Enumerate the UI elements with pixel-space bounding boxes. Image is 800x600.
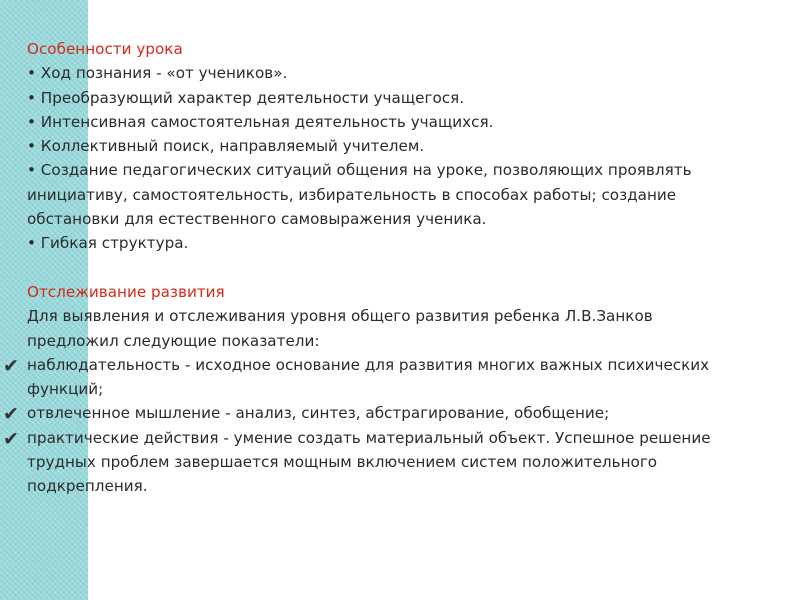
checklist-item-text: наблюдательность - исходное основание для развития многих важных психических — [27, 355, 710, 374]
checklist-item-observation — [3, 353, 779, 377]
bullet-item-continuation: обстановки для естественного самовыражения ученика. — [27, 210, 487, 229]
checkmark-icon: ✔ — [3, 354, 19, 377]
intro-text-line: предложил следующие показатели: — [27, 331, 320, 350]
checkmark-icon: ✔ — [3, 403, 19, 426]
checklist-item-text: практические действия - умение создать материальный объект. Успешное решение — [27, 428, 711, 447]
section-title-lesson-features: Особенности урока — [27, 40, 183, 58]
intro-text-line: Для выявления и отслеживания уровня общего развития ребенка Л.В.Занков — [27, 307, 653, 326]
bullet-item-line: • Создание педагогических ситуаций общения на уроке, позволяющих проявлять — [27, 158, 779, 182]
bullet-item: • Гибкая структура. — [27, 231, 779, 255]
section-spacer — [27, 256, 779, 280]
section-title-development-tracking: Отслеживание развития — [27, 282, 225, 301]
bullet-item: • Интенсивная самостоятельная деятельность учащихся. — [27, 110, 779, 134]
bullet-item: • Коллективный поиск, направляемый учителем. — [27, 134, 779, 158]
checklist-item-text: отвлеченное мышление - анализ, синтез, абстрагирование, обобщение; — [27, 404, 610, 423]
bullet-item: • Ход познания - «от учеников». — [27, 61, 779, 85]
checklist-item-continuation: подкрепления. — [27, 477, 148, 496]
bullet-item: • Преобразующий характер деятельности учащегося. — [27, 86, 779, 110]
checkmark-icon: ✔ — [3, 427, 19, 450]
checklist-item-abstract-thinking — [3, 401, 779, 426]
bullet-item-continuation: инициативу, самостоятельность, избирательность в способах работы; создание — [27, 185, 677, 204]
checklist-item-practical-actions — [3, 426, 779, 450]
slide-content — [3, 37, 779, 499]
checklist-item-continuation: трудных проблем завершается мощным включением систем положительного — [27, 453, 658, 472]
checklist-item-continuation: функций; — [27, 380, 104, 399]
